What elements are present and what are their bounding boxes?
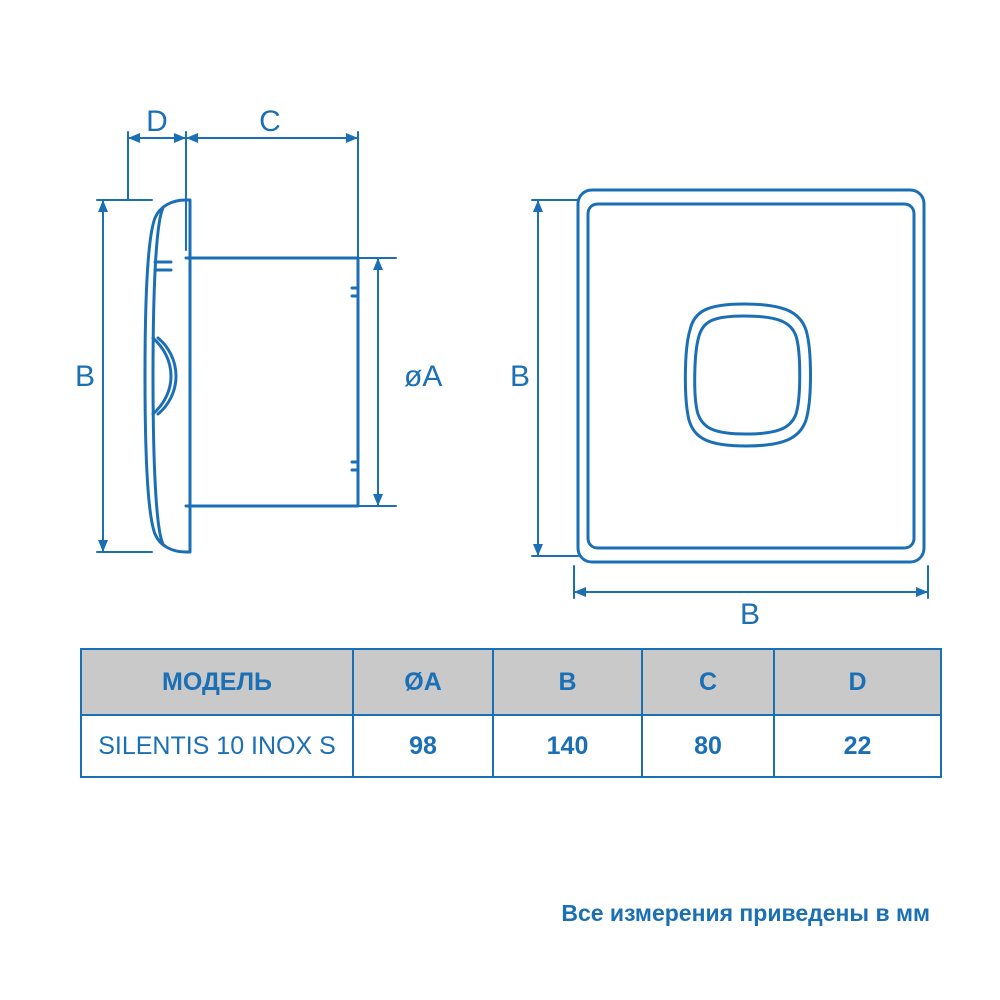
specifications-table (80, 648, 942, 778)
dimension-b-vertical-right-view (532, 200, 578, 556)
label-b-left: B (74, 360, 96, 393)
label-b-horizontal: B (739, 598, 761, 631)
front-inner-opening (685, 304, 810, 446)
table-row (81, 715, 941, 777)
faceplate-profile (145, 200, 190, 552)
dimension-diameter-a (358, 258, 396, 506)
label-b-vertical: B (509, 360, 531, 393)
label-c: C (259, 105, 281, 138)
label-diameter-a: øA (404, 360, 443, 393)
table-header-row (81, 649, 941, 715)
cell-d: 22 (774, 715, 941, 777)
table-header-d: D (774, 649, 941, 715)
cell-model: SILENTIS 10 INOX S (81, 715, 353, 777)
label-d: D (146, 105, 168, 138)
cell-c: 80 (642, 715, 774, 777)
cell-a: 98 (353, 715, 493, 777)
table-header-model: МОДЕЛЬ (81, 649, 353, 715)
table-header-a: ØA (353, 649, 493, 715)
measurement-units-note: Все измерения приведены в мм (561, 900, 930, 926)
front-square-outer (578, 190, 924, 562)
dimension-c-top (186, 132, 358, 258)
cell-b: 140 (493, 715, 642, 777)
table-header-c: C (642, 649, 774, 715)
dimension-b-horizontal-right-view (574, 566, 928, 598)
duct-body (186, 258, 358, 506)
table-header-b: B (493, 649, 642, 715)
